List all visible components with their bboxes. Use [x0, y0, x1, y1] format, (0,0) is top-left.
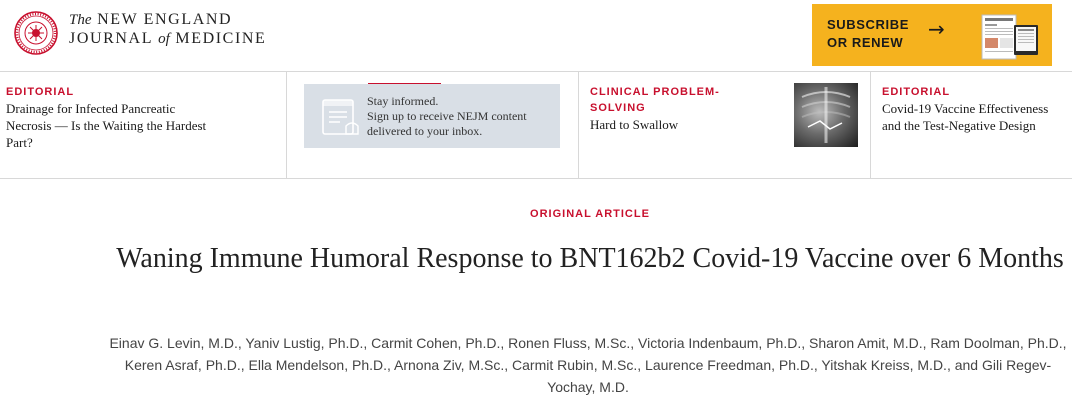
journal-cover-image: [980, 11, 1040, 61]
teaser-title-link[interactable]: Covid-19 Vaccine Effectiveness and the Test-Negative Design: [882, 101, 1049, 133]
masthead-wordmark[interactable]: [69, 12, 266, 47]
section-label: EDITORIAL: [6, 86, 75, 98]
teaser-title-link[interactable]: Hard to Swallow: [590, 117, 679, 132]
featured-content-strip: [0, 71, 1072, 179]
teaser-editorial-pancreatic[interactable]: [6, 84, 216, 151]
promo-text: [367, 94, 557, 139]
promo-heading: Stay informed.: [367, 94, 439, 108]
teaser-editorial-covid-vaccine[interactable]: [882, 84, 1067, 134]
subscribe-label: [827, 16, 909, 52]
newsletter-envelope-icon: [320, 94, 362, 138]
promo-body: Sign up to receive NEJM content delivered to your inbox.: [367, 109, 527, 138]
subscribe-line2: OR RENEW: [827, 35, 904, 50]
nejm-seal-logo[interactable]: [14, 11, 58, 55]
article-title: Waning Immune Humoral Response to BNT162b2 Covid-19 Vaccine over 6 Months: [116, 243, 1064, 274]
masthead-the: The: [69, 12, 92, 28]
masthead-line1: NEW ENGLAND: [97, 11, 233, 28]
section-label: CLINICAL PROBLEM-SOLVING: [590, 86, 720, 114]
teaser-clinical-problem-solving[interactable]: [590, 84, 740, 133]
strip-divider: [286, 72, 287, 178]
arrow-right-icon: →: [928, 17, 945, 41]
masthead-of: of: [158, 31, 170, 47]
masthead-journal: JOURNAL: [69, 30, 153, 47]
xray-detail: [794, 83, 858, 147]
teaser-title-link[interactable]: Drainage for Infected Pancreatic Necrosis — Is the Waiting the Hardest Part?: [6, 101, 207, 150]
strip-divider: [578, 72, 579, 178]
strip-divider: [870, 72, 871, 178]
subscribe-line1: SUBSCRIBE: [827, 17, 909, 32]
subscribe-or-renew-button[interactable]: [812, 4, 1052, 66]
newsletter-signup-promo[interactable]: [304, 84, 560, 148]
article-authors[interactable]: Einav G. Levin, M.D., Yaniv Lustig, Ph.D., Carmit Cohen, Ph.D., Ronen Fluss, M.Sc., Victoria Indenbaum, Ph.D., Sharon Amit, M.D., Ram Doolman, Ph.D., Keren Asraf, Ph.D., Ella Mendelson, Ph.D., Arnona Ziv, M.Sc., Carmit Rubin, M.Sc., Laurence Freedman, Ph.D., Yitshak Kreiss, M.D., and Gili Regev-Yochay, M.D.: [109, 335, 1067, 395]
section-label: EDITORIAL: [882, 86, 951, 98]
masthead-medicine: MEDICINE: [175, 30, 267, 47]
xray-image[interactable]: [794, 83, 858, 147]
article-type-label: ORIGINAL ARTICLE: [530, 208, 650, 220]
site-header: [0, 0, 1072, 76]
